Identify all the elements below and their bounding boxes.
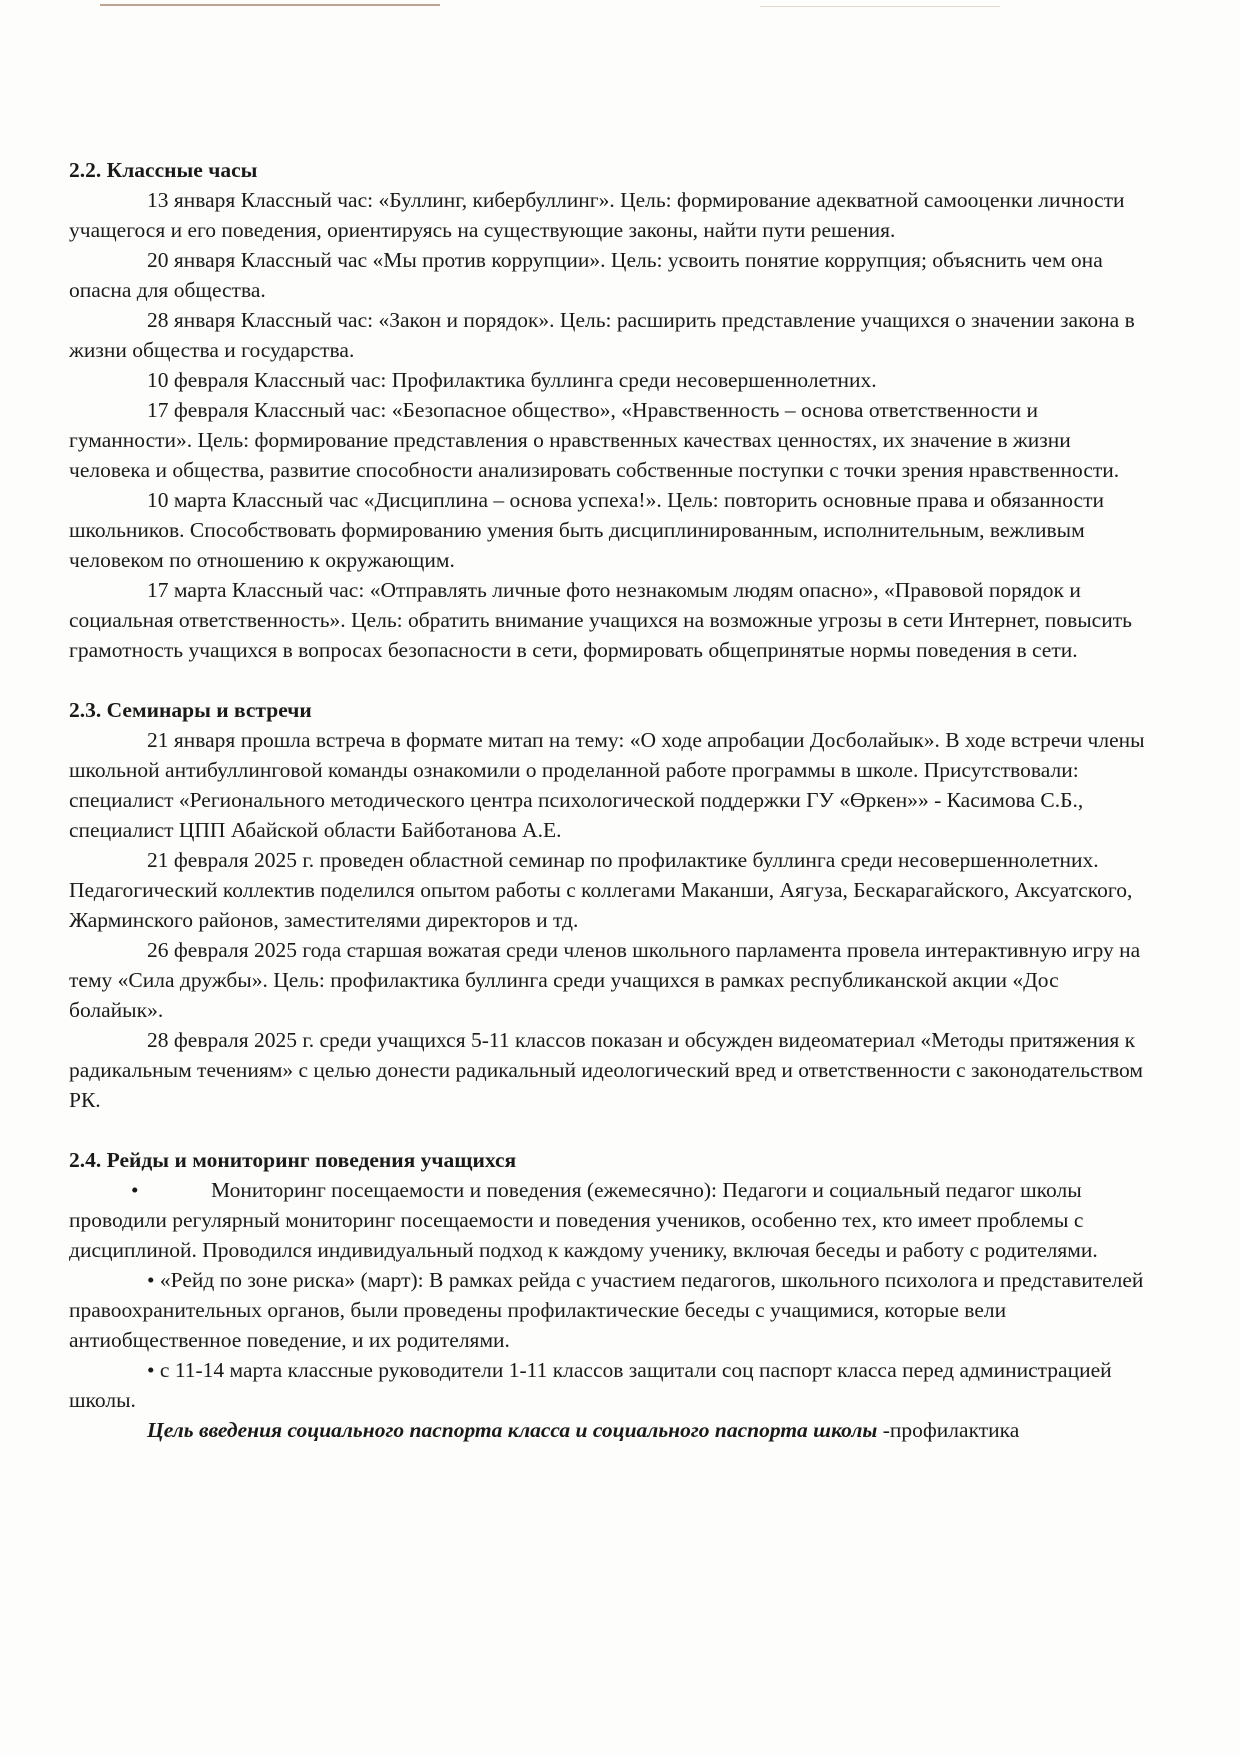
document-body <box>69 155 1157 1445</box>
paragraph: 20 января Классный час «Мы против коррупции». Цель: усвоить понятие коррупция; объяснить чем она опасна для общества. <box>69 248 1103 302</box>
paragraph: 26 февраля 2025 года старшая вожатая среди членов школьного парламента провела интерактивную игру на тему «Сила дружбы». Цель: профилактика буллинга среди учащихся в рамках республиканской акции «Дос болайык». <box>69 938 1141 1022</box>
list-item: • с 11-14 марта классные руководители 1-11 классов защитали соц паспорт класса перед администрацией школы. <box>69 1358 1112 1412</box>
list-item <box>69 1175 1157 1265</box>
section-raids-monitoring <box>69 1145 1157 1445</box>
scan-edge-mark <box>100 4 440 6</box>
section-seminars <box>69 695 1157 1115</box>
paragraph-text: -профилактика <box>877 1418 1020 1442</box>
paragraph <box>69 1415 1157 1445</box>
paragraph: 21 января прошла встреча в формате митап на тему: «О ходе апробации Досболайык». В ходе встречи члены школьной антибуллинговой команды ознакомили о проделанной работе программы в школе. Присутствовали: специалист «Регионального методического центра психологической поддержки ГУ «Өркен»» - Касимова С.Б., специалист ЦПП Абайской области Байботанова А.Е. <box>69 728 1145 842</box>
bullet-marker: • <box>131 1178 139 1202</box>
section-class-hours <box>69 155 1157 665</box>
paragraph: 21 февраля 2025 г. проведен областной семинар по профилактике буллинга среди несовершеннолетних. Педагогический коллектив поделился опытом работы с коллегами Маканши, Аягуза, Бескарагайского, Аксуатского, Жарминского районов, заместителями директоров и тд. <box>69 848 1133 932</box>
italic-phrase: Цель введения социального паспорта класса и социального паспорта школы <box>147 1418 878 1442</box>
paragraph: 17 марта Классный час: «Отправлять личные фото незнакомым людям опасно», «Правовой порядок и социальная ответственность». Цель: обратить внимание учащихся на возможные угрозы в сети Интернет, повысить грамотность учащихся в вопросах безопасности в сети, формировать общепринятые нормы поведения в сети. <box>69 578 1132 662</box>
list-item-text: Мониторинг посещаемости и поведения (ежемесячно): Педагоги и социальный педагог школы проводили регулярный мониторинг посещаемости и поведения учеников, особенно тех, кто имеет проблемы с дисциплиной. Проводился индивидуальный подход к каждому ученику, включая беседы и работу с родителями. <box>69 1178 1098 1262</box>
section-heading: 2.2. Классные часы <box>69 158 258 182</box>
scan-edge-mark <box>760 6 1000 7</box>
paragraph: 10 марта Классный час «Дисциплина – основа успеха!». Цель: повторить основные права и обязанности школьников. Способствовать формированию умения быть дисциплинированным, исполнительным, вежливым человеком по отношению к окружающим. <box>69 488 1104 572</box>
paragraph: 28 февраля 2025 г. среди учащихся 5-11 классов показан и обсужден видеоматериал «Методы притяжения к радикальным течениям» с целью донести радикальный идеологический вред и ответственности с законодательством РК. <box>69 1028 1144 1112</box>
section-heading: 2.4. Рейды и мониторинг поведения учащихся <box>69 1148 517 1172</box>
paragraph: 13 января Классный час: «Буллинг, кибербуллинг». Цель: формирование адекватной самооценки личности учащегося и его поведения, ориентируясь на существующие законы, найти пути решения. <box>69 188 1125 242</box>
section-heading: 2.3. Семинары и встречи <box>69 698 312 722</box>
paragraph: 10 февраля Классный час: Профилактика буллинга среди несовершеннолетних. <box>147 368 877 392</box>
list-item: • «Рейд по зоне риска» (март): В рамках рейда с участием педагогов, школьного психолога и представителей правоохранительных органов, были проведены профилактические беседы с учащимися, которые вели антиобщественное поведение, и их родителями. <box>69 1268 1144 1352</box>
paragraph: 17 февраля Классный час: «Безопасное общество», «Нравственность – основа ответственности и гуманности». Цель: формирование представления о нравственных качествах ценностях, их значение в жизни человека и общества, развитие способности анализировать собственные поступки с точки зрения нравственности. <box>69 398 1120 482</box>
paragraph: 28 января Классный час: «Закон и порядок». Цель: расширить представление учащихся о значении закона в жизни общества и государства. <box>69 308 1135 362</box>
